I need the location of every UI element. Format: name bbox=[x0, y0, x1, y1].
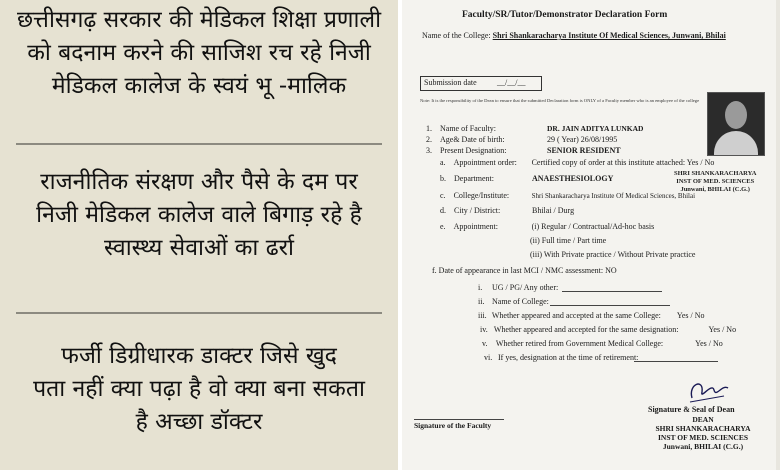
sub-item-b-label: Department: bbox=[454, 174, 494, 183]
sub-item-b-num: b. bbox=[440, 174, 446, 183]
item-1-label: Name of Faculty: bbox=[440, 124, 496, 133]
declaration-form-scan bbox=[402, 0, 780, 470]
separator-1 bbox=[16, 143, 382, 145]
headline-3-line-2: पता नहीं क्या पढ़ा है वो क्या बना सकता bbox=[33, 376, 365, 402]
separator-2 bbox=[16, 312, 382, 314]
faculty-photo bbox=[707, 92, 765, 156]
roman-item-4-answer: Yes / No bbox=[708, 325, 737, 334]
dean-seal-line-4: Junwani, BHILAI (C.G.) bbox=[662, 442, 744, 451]
roman-item-4 bbox=[480, 325, 736, 334]
photo-face bbox=[725, 101, 747, 129]
item-2-value: 29 ( Year) 26/08/1995 bbox=[547, 135, 618, 144]
item-2-num: 2. bbox=[426, 135, 432, 144]
roman-item-6-num: vi. bbox=[484, 353, 493, 362]
headline-3-line-1: फर्जी डिग्रीधारक डाक्टर जिसे खुद bbox=[61, 343, 337, 369]
sub-item-e-num: e. bbox=[440, 222, 446, 231]
roman-item-6-blank bbox=[634, 361, 718, 362]
roman-item-4-text: Whether appeared and accepted for the same designation: bbox=[493, 325, 679, 334]
college-row bbox=[422, 31, 726, 40]
roman-item-2-num: ii. bbox=[478, 297, 485, 306]
photo-seal-line-3: Junwani, BHILAI (C.G.) bbox=[680, 186, 750, 193]
faculty-signature-label: Signature of the Faculty bbox=[414, 421, 492, 430]
section-f: f. Date of appearance in last MCI / NMC assessment: NO bbox=[432, 266, 617, 275]
dean-seal bbox=[648, 415, 758, 451]
headline-1-line-2: को बदनाम करने की साजिश रच रहे निजी bbox=[27, 40, 371, 66]
headline-2-line-3: स्वास्थ्य सेवाओं का ढर्रा bbox=[103, 235, 295, 261]
headline-2-line-2: निजी मेडिकल कालेज वाले बिगाड़ रहे है bbox=[36, 202, 362, 228]
appointment-line-3: (iii) With Private practice / Without Private practice bbox=[530, 250, 696, 259]
faculty-signature-line bbox=[414, 419, 504, 420]
roman-item-2 bbox=[478, 297, 549, 306]
submission-value: __/__/__ bbox=[497, 78, 526, 87]
photo-seal-line-2: INST OF MED. SCIENCES bbox=[676, 178, 755, 185]
roman-item-3-num: iii. bbox=[478, 311, 487, 320]
item-2 bbox=[426, 135, 617, 144]
sub-item-b-value: ANAESTHESIOLOGY bbox=[532, 174, 614, 183]
item-3-num: 3. bbox=[426, 146, 432, 155]
scan-edge bbox=[776, 0, 780, 470]
roman-item-5-num: v. bbox=[482, 339, 488, 348]
college-label: Name of the College: bbox=[422, 31, 491, 40]
dean-signature-label: Signature & Seal of Dean bbox=[648, 405, 735, 414]
sub-item-c-num: c. bbox=[440, 191, 446, 200]
dean-seal-line-1: DEAN bbox=[692, 415, 714, 424]
sub-item-d-value: Bhilai / Durg bbox=[532, 206, 575, 215]
sub-item-a-value: Certified copy of order at this institute attached: Yes / No bbox=[531, 158, 715, 167]
item-1 bbox=[426, 124, 643, 133]
college-value: Shri Shankaracharya Institute Of Medical Sciences, Junwani, Bhilai bbox=[492, 31, 726, 40]
headline-1-line-3: मेडिकल कालेज के स्वयं भू -मालिक bbox=[51, 73, 347, 99]
roman-item-1 bbox=[478, 283, 558, 292]
headline-2-line-1: राजनीतिक संरक्षण और पैसे के दम पर bbox=[40, 169, 358, 195]
photo-seal-line-1: SHRI SHANKARACHARYA bbox=[674, 170, 757, 177]
roman-item-5-text: Whether retired from Government Medical College: bbox=[495, 339, 664, 348]
roman-item-2-blank bbox=[550, 305, 670, 306]
sub-item-c-value: Shri Shankaracharya Institute Of Medical Sciences, Bhilai bbox=[531, 192, 696, 200]
item-1-value: DR. JAIN ADITYA LUNKAD bbox=[547, 124, 644, 133]
roman-item-6 bbox=[484, 353, 638, 362]
item-3 bbox=[426, 146, 621, 155]
roman-item-4-num: iv. bbox=[480, 325, 488, 334]
sub-item-e-value: (i) Regular / Contractual/Ad-hoc basis bbox=[531, 222, 655, 231]
roman-item-5 bbox=[482, 339, 723, 348]
sub-item-e-label: Appointment: bbox=[453, 222, 499, 231]
sub-item-b bbox=[440, 174, 613, 183]
sub-item-c-label: College/Institute: bbox=[453, 191, 510, 200]
roman-item-1-text: UG / PG/ Any other: bbox=[492, 283, 559, 292]
headline-block-2 bbox=[0, 166, 398, 265]
roman-item-6-text: If yes, designation at the time of retirement: bbox=[498, 353, 639, 362]
sub-item-a-num: a. bbox=[440, 158, 446, 167]
roman-item-1-blank bbox=[562, 291, 662, 292]
sub-item-d bbox=[440, 206, 574, 215]
roman-item-3-text: Whether appeared and accepted at the same College: bbox=[491, 311, 661, 320]
form-note: Note: It is the responsibility of the Dean to ensure that the submitted Declaration form is ONLY of a Faculty member who is an employee of the college bbox=[420, 98, 700, 103]
item-2-label: Age& Date of birth: bbox=[440, 135, 505, 144]
headline-1-line-1: छत्तीसगढ़ सरकार की मेडिकल शिक्षा प्रणाली bbox=[16, 7, 382, 33]
headline-block-3 bbox=[0, 340, 398, 439]
form-title: Faculty/SR/Tutor/Demonstrator Declaration Form bbox=[462, 10, 668, 20]
roman-item-5-answer: Yes / No bbox=[695, 339, 723, 348]
sub-item-a bbox=[440, 158, 714, 167]
headline-block-1 bbox=[0, 4, 398, 103]
appointment-line-2: (ii) Full time / Part time bbox=[530, 236, 607, 245]
sub-item-c bbox=[440, 191, 695, 200]
roman-item-2-text: Name of College: bbox=[492, 297, 549, 306]
dean-seal-line-2: SHRI SHANKARACHARYA bbox=[655, 424, 751, 433]
dean-seal-line-3: INST OF MED. SCIENCES bbox=[657, 433, 749, 442]
sub-item-d-label: City / District: bbox=[454, 206, 501, 215]
roman-item-1-num: i. bbox=[478, 283, 483, 292]
headline-3-line-3: है अच्छा डॉक्टर bbox=[135, 409, 263, 435]
item-3-value: SENIOR RESIDENT bbox=[547, 146, 621, 155]
photo-shoulders bbox=[714, 131, 758, 156]
item-1-num: 1. bbox=[426, 124, 432, 133]
item-3-label: Present Designation: bbox=[440, 146, 507, 155]
dean-signature-scribble bbox=[684, 376, 734, 406]
submission-box bbox=[420, 76, 542, 91]
roman-item-3-answer: Yes / No bbox=[676, 311, 705, 320]
sub-item-d-num: d. bbox=[440, 206, 446, 215]
sub-item-e bbox=[440, 222, 654, 231]
sub-item-a-label: Appointment order: bbox=[453, 158, 517, 167]
submission-label: Submission date bbox=[424, 78, 477, 87]
roman-item-3 bbox=[478, 311, 705, 320]
